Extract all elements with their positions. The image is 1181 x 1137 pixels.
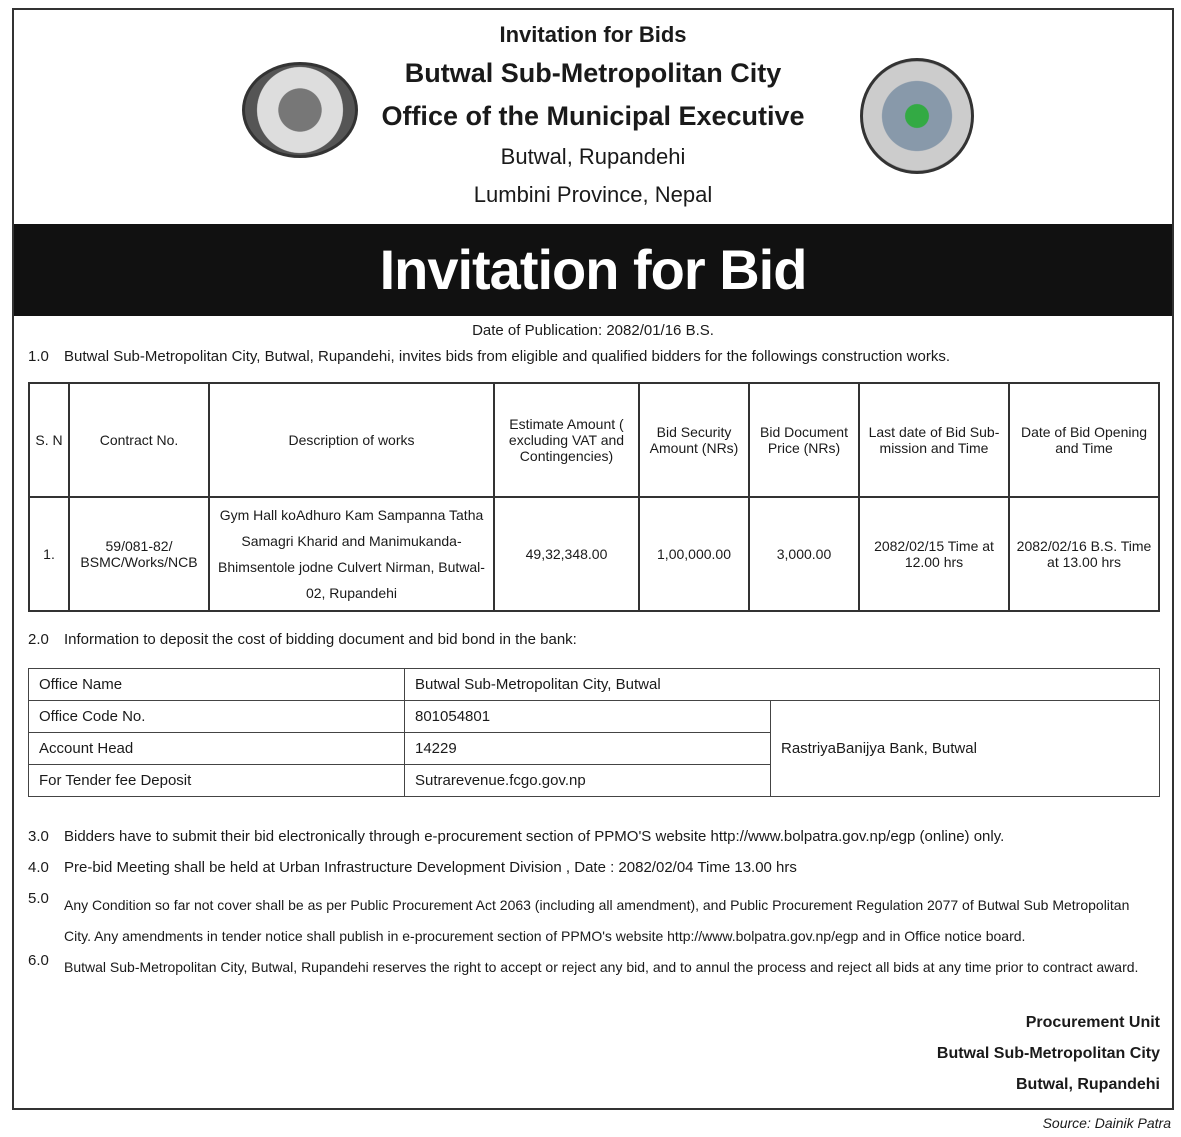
col-sn: S. N [29,383,69,497]
clause-3-text: Bidders have to submit their bid electronically through e-procurement section of PPMO'S website http://www.bolpatra.gov.np/egp (online) only. [64,828,1005,845]
col-contract: Contract No. [69,383,209,497]
nepal-emblem-icon [242,62,358,158]
publication-date: Date of Publication: 2082/01/16 B.S. [472,322,714,339]
cell-contract: 59/081-82/ BSMC/Works/NCB [69,497,209,611]
table-header-row [29,383,1159,497]
table-row [29,497,1159,611]
bank-label: Account Head [29,733,405,765]
clause-5-text: Any Condition so far not cover shall be as per Public Procurement Act 2063 (including all amendment), and Public Procurement Regulation 2077 of Butwal Sub Metropolitan City. Any amendments in tender notice shall publish in e-procurement section of PPMO's website http://www.bolpatra.gov.np/egp and in Office notice board. [64,897,1130,944]
bank-value: Sutrarevenue.fcgo.gov.np [405,765,771,797]
cell-opening: 2082/02/16 B.S. Time at 13.00 hrs [1009,497,1159,611]
col-bid-security: Bid Security Amount (NRs) [639,383,749,497]
cell-bid-security: 1,00,000.00 [639,497,749,611]
cell-description: Gym Hall koAdhuro Kam Sampanna Tatha Samagri Kharid and Manimukanda-Bhimsentole jodne Culvert Nirman, Butwal-02, Rupandehi [209,497,494,611]
header-city: Butwal Sub-Metropolitan City [404,58,782,88]
cell-doc-price: 3,000.00 [749,497,859,611]
header [14,10,1172,208]
header-line1: Invitation for Bids [499,22,687,47]
cell-sn: 1. [29,497,69,611]
col-doc-price: Bid Document Price (NRs) [749,383,859,497]
clause-2-num: 2.0 [28,631,49,648]
bank-label: Office Code No. [29,701,405,733]
col-last-date: Last date of Bid Sub-mission and Time [859,383,1009,497]
header-location: Butwal, Rupandehi [500,144,686,169]
clause-6-num: 6.0 [28,952,49,969]
col-description: Description of works [209,383,494,497]
bank-value: 801054801 [405,701,771,733]
col-opening: Date of Bid Opening and Time [1009,383,1159,497]
clause-3-num: 3.0 [28,828,49,845]
municipality-seal-icon [860,58,974,174]
bank-name: RastriyaBanijya Bank, Butwal [771,701,1160,797]
bank-value: Butwal Sub-Metropolitan City, Butwal [405,669,1160,701]
bank-label: Office Name [29,669,405,701]
clause-6-text: Butwal Sub-Metropolitan City, Butwal, Rupandehi reserves the right to accept or reject any bid, and to annul the process and reject all bids at any time prior to contract award. [64,959,1139,975]
bank-table [28,668,1160,797]
notice-frame [12,8,1174,1110]
header-office: Office of the Municipal Executive [381,101,805,131]
banner-title: Invitation for Bid [14,224,1172,316]
header-province: Lumbini Province, Nepal [473,182,713,207]
col-estimate: Estimate Amount ( excluding VAT and Contingencies) [494,383,639,497]
works-table [28,382,1160,612]
clause-2-text: Information to deposit the cost of bidding document and bid bond in the bank: [64,631,577,648]
clause-4-text: Pre-bid Meeting shall be held at Urban Infrastructure Development Division , Date : 2082/02/04 Time 13.00 hrs [64,859,797,876]
clause-4-num: 4.0 [28,859,49,876]
cell-estimate: 49,32,348.00 [494,497,639,611]
clause-1-text: Butwal Sub-Metropolitan City, Butwal, Rupandehi, invites bids from eligible and qualified bidders for the followings construction works. [64,348,951,365]
bank-label: For Tender fee Deposit [29,765,405,797]
bank-row [29,701,1160,733]
signature-city: Butwal Sub-Metropolitan City [936,1045,1160,1062]
bank-row [29,669,1160,701]
source-credit: Source: Dainik Patra [1042,1115,1171,1131]
clause-5-num: 5.0 [28,890,49,907]
clause-1-num: 1.0 [28,348,49,365]
bank-value: 14229 [405,733,771,765]
signature-unit: Procurement Unit [1025,1014,1160,1031]
signature-location: Butwal, Rupandehi [1016,1076,1160,1093]
cell-last-date: 2082/02/15 Time at 12.00 hrs [859,497,1009,611]
